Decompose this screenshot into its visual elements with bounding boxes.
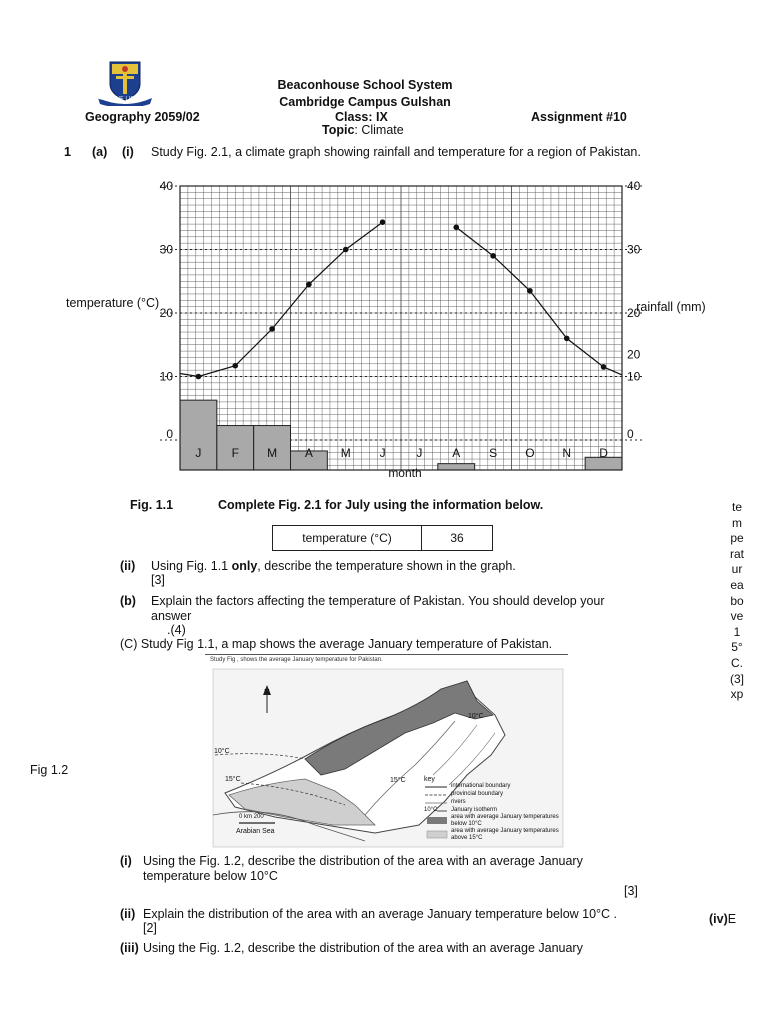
class-label: Class: IX [335, 110, 388, 124]
right-tick-40: 40 [627, 179, 641, 193]
map-key-rivers: rivers [451, 799, 466, 805]
map-sea-label: Arabian Sea [236, 828, 275, 835]
left-tick-30: 30 [159, 242, 173, 257]
part-c-i-marks: [3] [624, 884, 638, 898]
temperature-line-segment-1 [180, 222, 383, 376]
part-c-i-line-2: temperature below 10°C [143, 869, 278, 883]
month-label-7: J [416, 446, 423, 460]
part-c-iv-label: (iv) [709, 912, 728, 926]
fig-1-1-label: Fig. 1.1 [130, 498, 174, 512]
month-label-10: O [525, 446, 535, 460]
right-tick-10: 10 [627, 369, 641, 384]
left-tick-20: 20 [159, 306, 173, 320]
map-north-label: N [264, 688, 270, 697]
map-key-isotherm: January isotherm [451, 807, 498, 813]
right-tick-extra: 20 [627, 347, 641, 362]
part-b-marks: .(4) [167, 623, 186, 637]
temperature-point-2 [232, 363, 238, 369]
topic-value: : Climate [354, 123, 404, 137]
map-key-provincial: provincial boundary [451, 791, 504, 797]
part-c-iv-line [709, 912, 736, 926]
temperature-point-9 [490, 253, 496, 259]
left-axis-ticks [160, 179, 174, 441]
campus-name: Cambridge Campus Gulshan [279, 95, 451, 109]
rainfall-axis-title: rainfall (mm) [636, 300, 706, 314]
part-c-text: (C) Study Fig 1.1, a map shows the average January temperature of Pakistan. [120, 637, 553, 651]
part-c-i-label: (i) [120, 854, 132, 868]
q1-intro-text: Study Fig. 2.1, a climate graph showing rainfall and temperature for a region of Pakistan. [151, 145, 641, 159]
ii-text-pre: Using Fig. 1.1 [151, 559, 232, 573]
map-key-above-15c: area with average January temperatures above 15°C [451, 828, 559, 841]
part-b-label: (b) [120, 594, 136, 608]
temperature-point-4 [306, 282, 312, 288]
month-label-5: M [340, 446, 351, 460]
temperature-point-11 [564, 336, 570, 342]
part-c-iv-start: E [727, 912, 737, 926]
month-label-3: M [267, 446, 278, 460]
table-label-cell: temperature (°C) [273, 526, 422, 551]
ii-text-post: , describe the temperature shown in the graph. [257, 559, 516, 573]
temperature-point-1 [196, 374, 202, 380]
fig-1-2-label: Fig 1.2 [30, 763, 69, 777]
month-label-12: D [599, 446, 608, 460]
map-key-title: key [424, 776, 435, 783]
month-label-8: A [452, 446, 461, 460]
month-label-11: N [562, 446, 572, 460]
part-a-label: (a) [92, 145, 108, 159]
map-isotherm-15c-west: 15°C [225, 776, 241, 783]
temperature-point-5 [343, 247, 349, 253]
month-label-4: A [304, 446, 313, 460]
month-axis-title: month [388, 466, 422, 480]
temperature-axis-title: temperature (°C) [66, 296, 160, 310]
right-tick-0: 0 [627, 427, 634, 441]
part-b-line-1: Explain the factors affecting the temperature of Pakistan. You should develop your [151, 594, 605, 608]
right-tick-30: 30 [627, 242, 641, 257]
assignment-number: Assignment #10 [531, 110, 627, 124]
map-key-isotherm-prefix: 10°C [424, 807, 438, 813]
month-label-9: S [489, 446, 498, 460]
part-c-ii-label: (ii) [120, 907, 136, 921]
month-label-2: F [231, 446, 239, 460]
temperature-point-8 [453, 224, 459, 230]
part-b-line-2: answer [151, 609, 192, 623]
month-label-1: J [195, 446, 202, 460]
ii-text-bold: only [231, 559, 258, 573]
temperature-point-6 [380, 219, 386, 225]
map-isotherm-10c-west: 10°C [214, 748, 230, 755]
part-c-iii-line-1: Using the Fig. 1.2, describe the distribution of the area with an average January [143, 941, 583, 955]
part-a-i-label: (i) [122, 145, 134, 159]
part-a-ii-marks: [3] [151, 573, 165, 587]
fig-1-1-instruction: Complete Fig. 2.1 for July using the information below. [218, 498, 544, 512]
table-value-cell: 36 [422, 526, 493, 551]
temperature-point-12 [601, 364, 607, 370]
question-number: 1 [64, 145, 71, 159]
topic-label: Topic [322, 123, 355, 137]
map-key-international: international boundary [451, 783, 511, 789]
subject-code: Geography 2059/02 [85, 110, 200, 124]
school-name: Beaconhouse School System [277, 78, 453, 92]
map-scale-label: 0 km 200 [239, 814, 264, 820]
vertical-overflow-text: temperatureabove15°C.(3]xp [730, 500, 745, 702]
july-temperature-table [272, 525, 493, 551]
part-c-ii-line-1: Explain the distribution of the area with an average January temperature below 10°C . [143, 907, 618, 921]
climate-graph [0, 170, 768, 490]
map-header-text: Study Fig , shows the average January temperature for Pakistan. [210, 657, 383, 663]
part-c-i-line-1: Using the Fig. 1.2, describe the distribution of the area with an average January [143, 854, 583, 868]
map-key-below-10c: area with average January temperatures below 10°C [451, 814, 559, 827]
map-isotherm-15c-east: 15°C [390, 777, 406, 784]
part-c-iii-label: (iii) [120, 941, 139, 955]
topic-line [322, 123, 404, 137]
month-label-6: J [379, 446, 386, 460]
left-tick-0: 0 [166, 427, 173, 441]
right-tick-20: 20 [627, 306, 641, 320]
left-tick-10: 10 [159, 369, 173, 384]
part-a-ii-text [151, 559, 516, 573]
temperature-point-3 [269, 326, 275, 332]
left-tick-40: 40 [159, 179, 173, 193]
map-isotherm-10c-north: 10°C [468, 713, 484, 720]
part-c-ii-marks: [2] [143, 921, 157, 935]
temperature-point-10 [527, 288, 533, 294]
crest-motto: FAITH. THE LIGHT [94, 96, 142, 102]
part-a-ii-label: (ii) [120, 559, 136, 573]
